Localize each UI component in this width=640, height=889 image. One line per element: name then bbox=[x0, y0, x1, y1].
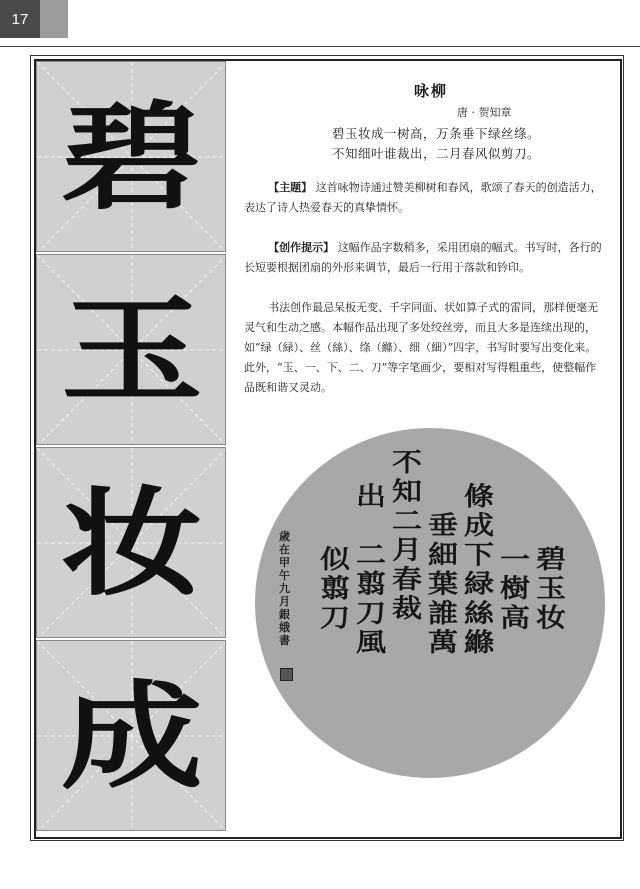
page-number: 17 bbox=[11, 10, 29, 28]
poem-line: 碧玉妆成一树高，万条垂下绿丝绦。 bbox=[332, 126, 541, 141]
header-rule bbox=[0, 46, 640, 47]
fan-column: 碧 玉 妆 bbox=[536, 544, 566, 634]
character-grid-column bbox=[36, 61, 226, 833]
poem-title: 咏柳 bbox=[414, 82, 449, 100]
big-character: 玉 bbox=[61, 282, 203, 419]
seal-stamp bbox=[280, 668, 293, 681]
poem-line: 不知细叶谁裁出，二月春风似剪刀。 bbox=[332, 146, 541, 161]
fan-char: 碧 bbox=[536, 544, 566, 575]
fan-column: 不 知 二 月 春 裁 bbox=[392, 447, 422, 624]
poem-author: 唐 · 贺知章 bbox=[457, 106, 512, 119]
theme-section bbox=[244, 178, 604, 218]
fan-column: 條 成 下 緑 絲 縧 bbox=[464, 481, 494, 658]
page-tab-shade bbox=[40, 0, 68, 38]
fan-column: 一 樹 高 bbox=[500, 544, 530, 634]
character-grid-cell bbox=[36, 61, 226, 252]
tips-paragraph-1: 这幅作品字数稍多，采用团扇的幅式。书写时，各行的长短要根据团扇的外形来调节，最后一行用于落款和钤印。 bbox=[244, 241, 602, 274]
fan-column: 垂 細 葉 誰 萬 bbox=[428, 510, 458, 658]
theme-text: 这首咏物诗通过赞美柳树和春风，歌颂了春天的创造活力，表达了诗人热爱春天的真挚情怀。 bbox=[244, 181, 602, 214]
tips-label: 【创作提示】 bbox=[268, 241, 335, 254]
character-grid-cell bbox=[36, 640, 226, 831]
big-character: 碧 bbox=[61, 89, 203, 226]
tips-paragraph-2: 书法创作最忌呆板无变、千字同面、状如算子式的雷同，那样便毫无灵气和生动之感。本幅作品出现了多处绞丝旁，而且大多是连续出现的，如“绿（緑）、丝（絲）、绦（縧）、细（細）”四字，书写时要写出变化来。此外，“玉、一、下、二、刀”等字笔画少，要相对写得粗重些，使整幅作品既和谐又灵动。 bbox=[244, 301, 599, 394]
fan-column: 似 翦 刀 bbox=[320, 544, 350, 634]
theme-label: 【主题】 bbox=[268, 181, 313, 194]
fan-inscription: 歲在甲午九月銀娥書 bbox=[279, 530, 290, 647]
fan-column: 出 二 翦 刀 風 bbox=[356, 481, 386, 658]
character-grid-cell bbox=[36, 447, 226, 638]
big-character: 妆 bbox=[61, 475, 203, 612]
character-grid-cell bbox=[36, 254, 226, 445]
page-number-tab bbox=[0, 0, 40, 38]
big-character: 成 bbox=[61, 668, 203, 805]
tips-section bbox=[244, 238, 604, 278]
